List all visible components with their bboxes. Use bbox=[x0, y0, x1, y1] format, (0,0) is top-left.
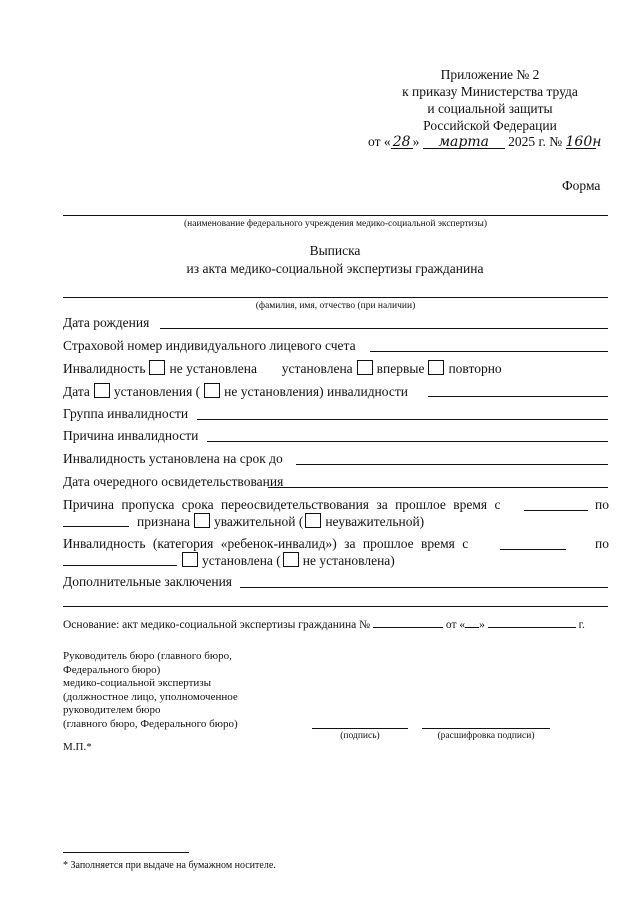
recognized-row bbox=[137, 513, 424, 530]
birth-date-label: Дата рождения bbox=[63, 315, 150, 330]
snils-line[interactable] bbox=[370, 351, 608, 352]
date-word: Дата bbox=[63, 384, 90, 399]
signature-line-5: руководителем бюро bbox=[63, 704, 161, 716]
disability-row bbox=[63, 360, 502, 377]
not-established-checkbox[interactable] bbox=[149, 360, 165, 375]
repeated-label: повторно bbox=[448, 361, 502, 376]
signature-block bbox=[63, 650, 238, 731]
date-not-established-checkbox[interactable] bbox=[204, 383, 220, 398]
valid-checkbox[interactable] bbox=[194, 513, 210, 528]
repeated-checkbox[interactable] bbox=[428, 360, 444, 375]
basis-close: » bbox=[479, 619, 485, 631]
title-line-2: из акта медико-социальной экспертизы гражданина bbox=[186, 261, 484, 276]
basis-day-line[interactable] bbox=[465, 615, 479, 628]
appendix-line-3: и социальной защиты bbox=[427, 101, 553, 116]
date-day: 28 bbox=[391, 134, 413, 149]
fio-caption: (фамилия, имя, отчество (при наличии) bbox=[255, 301, 416, 311]
child-to-line[interactable] bbox=[63, 565, 177, 566]
footnote-divider bbox=[63, 852, 189, 853]
date-rest-b: не установления) инвалидности bbox=[224, 384, 408, 399]
child-not-established-label: не установлена) bbox=[302, 553, 395, 568]
fio-line[interactable] bbox=[63, 297, 608, 298]
child-established-label: установлена ( bbox=[202, 553, 281, 568]
appendix-date-line bbox=[368, 134, 602, 150]
term-line[interactable] bbox=[296, 464, 608, 465]
date-row bbox=[63, 383, 408, 400]
signature-line-1: Руководитель бюро (главного бюро, bbox=[63, 650, 232, 662]
date-line[interactable] bbox=[428, 396, 608, 397]
stamp-label: М.П.* bbox=[63, 741, 92, 753]
birth-date-line[interactable] bbox=[160, 328, 608, 329]
institution-caption: (наименование федерального учреждения медико-социальной экспертизы) bbox=[183, 219, 487, 229]
basis-year-suffix: г. bbox=[578, 619, 585, 631]
signature-line-2: Федерального бюро) bbox=[63, 663, 161, 676]
child-established-row bbox=[178, 552, 395, 569]
cause-line[interactable] bbox=[207, 441, 608, 442]
basis-row bbox=[63, 615, 585, 631]
order-number: 160н bbox=[565, 134, 602, 150]
snils-label: Страховой номер индивидуального лицевого счета bbox=[63, 338, 356, 353]
title-line-1: Выписка bbox=[309, 243, 361, 258]
next-exam-label: Дата очередного освидетельствования bbox=[63, 474, 284, 489]
first-time-label: впервые bbox=[376, 361, 425, 376]
date-year: 2025 г. № bbox=[508, 134, 563, 149]
additional-label: Дополнительные заключения bbox=[63, 574, 233, 589]
signature-line-6: (главного бюро, Федерального бюро) bbox=[63, 717, 238, 730]
valid-label: уважительной ( bbox=[213, 514, 304, 529]
child-category-label: Инвалидность (категория «ребенок-инвалид») за прошлое время с bbox=[63, 536, 469, 551]
child-to-label: по bbox=[595, 536, 609, 551]
missed-from-line[interactable] bbox=[524, 510, 588, 511]
missed-reason-label: Причина пропуска срока переосвидетельствования за прошлое время с bbox=[63, 497, 501, 512]
appendix-line-4: Российской Федерации bbox=[423, 118, 557, 133]
date-month: марта bbox=[423, 134, 505, 149]
signature-line-4: (должностное лицо, уполномоченное bbox=[63, 690, 238, 703]
next-exam-line[interactable] bbox=[268, 487, 608, 488]
sign-caption: (подпись) bbox=[340, 731, 380, 741]
missed-to-line[interactable] bbox=[63, 526, 129, 527]
basis-from: от « bbox=[445, 619, 466, 631]
appendix-line-2: к приказу Министерства труда bbox=[402, 84, 578, 99]
not-established-label: не установлена bbox=[169, 361, 257, 376]
signature-line-3: медико-социальной экспертизы bbox=[63, 677, 212, 689]
date-prefix: от « bbox=[368, 134, 391, 149]
group-line[interactable] bbox=[197, 419, 608, 420]
child-not-established-checkbox[interactable] bbox=[283, 552, 299, 567]
basis-month-line[interactable] bbox=[488, 615, 576, 628]
institution-line[interactable] bbox=[63, 215, 608, 216]
recognized-label: признана bbox=[137, 514, 190, 529]
missed-to-label: по bbox=[595, 497, 609, 512]
additional-line-2[interactable] bbox=[63, 606, 608, 607]
basis-text: Основание: акт медико-социальной экспертизы гражданина № bbox=[63, 619, 371, 631]
date-established-checkbox[interactable] bbox=[94, 383, 110, 398]
decode-caption: (расшифровка подписи) bbox=[437, 731, 535, 741]
child-from-line[interactable] bbox=[500, 549, 566, 550]
invalid-checkbox[interactable] bbox=[305, 513, 321, 528]
date-rest-a: установления ( bbox=[113, 384, 201, 399]
disability-label: Инвалидность bbox=[63, 361, 146, 376]
date-quote-close: » bbox=[412, 134, 420, 149]
signature-decode-line[interactable] bbox=[422, 728, 550, 729]
act-number-line[interactable] bbox=[373, 615, 443, 628]
form-label: Форма bbox=[562, 178, 601, 193]
child-established-checkbox[interactable] bbox=[182, 552, 198, 567]
signature-line[interactable] bbox=[312, 728, 408, 729]
additional-line[interactable] bbox=[240, 587, 608, 588]
invalid-label: неуважительной) bbox=[325, 514, 425, 529]
term-label: Инвалидность установлена на срок до bbox=[63, 451, 283, 466]
footnote: * Заполняется при выдаче на бумажном носителе. bbox=[63, 860, 276, 871]
first-time-checkbox[interactable] bbox=[357, 360, 373, 375]
group-label: Группа инвалидности bbox=[63, 406, 189, 421]
cause-label: Причина инвалидности bbox=[63, 428, 199, 443]
established-label: установлена bbox=[281, 361, 353, 376]
appendix-line-1: Приложение № 2 bbox=[440, 67, 540, 82]
